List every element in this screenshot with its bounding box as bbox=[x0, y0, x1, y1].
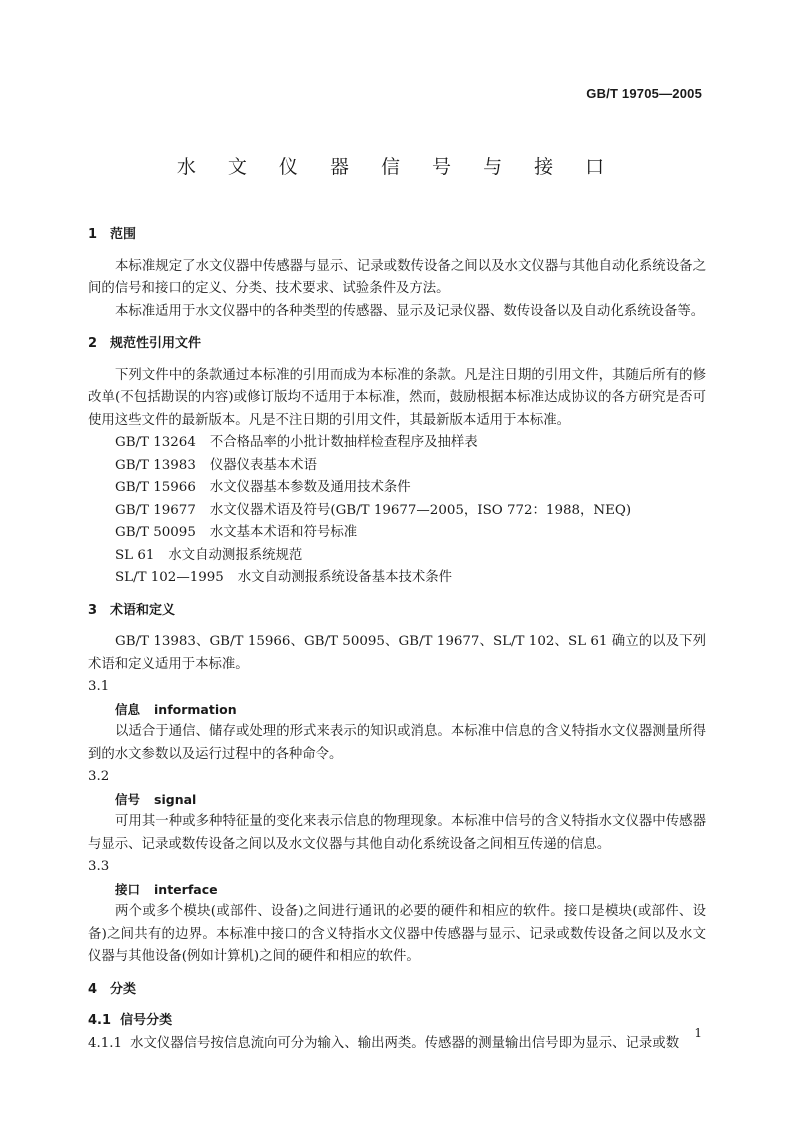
section-heading-3 bbox=[88, 600, 706, 623]
section-title: 术语和定义 bbox=[110, 602, 176, 618]
section-title: 分类 bbox=[110, 981, 137, 997]
standard-number: GB/T 19705—2005 bbox=[586, 86, 702, 101]
term-definition: 两个或多个模块(或部件、设备)之间进行通讯的必要的硬件和相应的软件。接口是模块(或部件、设备)之间共有的边界。本标准中接口的含义特指水文仪器中传感器与显示、记录或数传设备之间以及水文仪器与其他设备(例如计算机)之间的硬件和相应的软件。 bbox=[88, 904, 706, 964]
subsection-number: 4.1 bbox=[88, 1013, 112, 1028]
reference-code: SL 61 bbox=[115, 547, 155, 563]
section-heading-1 bbox=[88, 224, 706, 247]
section-title: 规范性引用文件 bbox=[110, 336, 202, 351]
subsection-title: 信号分类 bbox=[120, 1013, 173, 1028]
reference-code: GB/T 50095 bbox=[115, 525, 196, 540]
reference-code: GB/T 15966 bbox=[115, 480, 196, 495]
reference-item bbox=[88, 567, 706, 590]
paragraph: 下列文件中的条款通过本标准的引用而成为本标准的条款。凡是注日期的引用文件，其随后所有的修改单(不包括勘误的内容)或修订版均不适用于本标准，然而，鼓励根据本标准达成协议的各方研究是否可使用这些文件的最新版本。凡是不注日期的引用文件，其最新版本适用于本标准。 bbox=[88, 367, 706, 428]
clause-number: 3.3 bbox=[88, 859, 110, 874]
clause-number: 3.2 bbox=[88, 769, 110, 784]
paragraph: 本标准适用于水文仪器中的各种类型的传感器、显示及记录仪器、数传设备以及自动化系统设备等。 bbox=[115, 303, 705, 319]
section-number: 3 bbox=[88, 602, 98, 618]
reference-title: 水文基本术语和符号标准 bbox=[209, 525, 358, 540]
section-number: 2 bbox=[88, 336, 98, 351]
term-en: signal bbox=[154, 791, 197, 807]
term-en: interface bbox=[154, 881, 218, 897]
reference-item bbox=[88, 455, 706, 478]
reference-item bbox=[88, 500, 706, 523]
document-body bbox=[88, 216, 706, 1055]
clause-paragraph bbox=[88, 1033, 706, 1056]
reference-item bbox=[88, 522, 706, 545]
subsection-heading bbox=[88, 1010, 706, 1033]
clause-number: 4.1.1 bbox=[88, 1035, 123, 1051]
reference-code: GB/T 13264 bbox=[115, 435, 196, 450]
reference-item bbox=[88, 477, 706, 500]
term-entry bbox=[88, 789, 706, 812]
reference-item bbox=[88, 545, 706, 568]
section-number: 1 bbox=[88, 227, 98, 242]
reference-code: GB/T 13983 bbox=[115, 457, 196, 473]
term-zh: 信息 bbox=[115, 701, 141, 717]
clause-number: 3.1 bbox=[88, 679, 110, 694]
clause-text: 水文仪器信号按信息流向可分为输入、输出两类。传感器的测量输出信号即为显示、记录或数 bbox=[130, 1035, 680, 1051]
term-zh: 信号 bbox=[115, 791, 141, 807]
reference-title: 水文自动测报系统设备基本技术条件 bbox=[237, 570, 453, 585]
reference-code: GB/T 19677 bbox=[115, 502, 196, 518]
section-heading-2 bbox=[88, 333, 706, 356]
term-entry bbox=[88, 879, 706, 902]
reference-item bbox=[88, 432, 706, 455]
reference-title: 不合格品率的小批计数抽样检查程序及抽样表 bbox=[209, 435, 478, 450]
page-number: 1 bbox=[694, 1026, 702, 1040]
section-heading-4 bbox=[88, 979, 706, 1002]
section-number: 4 bbox=[88, 981, 98, 997]
paragraph: GB/T 13983、GB/T 15966、GB/T 50095、GB/T 19677、SL/T 102、SL 61 确立的以及下列术语和定义适用于本标准。 bbox=[88, 634, 706, 672]
section-title: 范围 bbox=[110, 227, 137, 242]
document-title: 水 文 仪 器 信 号 与 接 口 bbox=[176, 156, 618, 178]
reference-code: SL/T 102—1995 bbox=[115, 570, 224, 585]
reference-title: 水文仪器基本参数及通用技术条件 bbox=[209, 480, 411, 495]
term-zh: 接口 bbox=[115, 881, 141, 897]
reference-title: 水文仪器术语及符号(GB/T 19677—2005，ISO 772：1988，NEQ) bbox=[209, 502, 632, 518]
reference-title: 水文自动测报系统规范 bbox=[168, 547, 303, 563]
term-definition: 可用其一种或多种特征量的变化来表示信息的物理现象。本标准中信号的含义特指水文仪器中传感器与显示、记录或数传设备之间以及水文仪器与其他自动化系统设备之间相互传递的信息。 bbox=[88, 814, 706, 852]
reference-title: 仪器仪表基本术语 bbox=[209, 457, 317, 473]
term-en: information bbox=[154, 701, 237, 717]
term-entry bbox=[88, 699, 706, 722]
paragraph: 本标准规定了水文仪器中传感器与显示、记录或数传设备之间以及水文仪器与其他自动化系统设备之间的信号和接口的定义、分类、技术要求、试验条件及方法。 bbox=[88, 258, 706, 296]
term-definition: 以适合于通信、储存或处理的形式来表示的知识或消息。本标准中信息的含义特指水文仪器测量所得到的水文参数以及运行过程中的各种命令。 bbox=[88, 724, 706, 762]
